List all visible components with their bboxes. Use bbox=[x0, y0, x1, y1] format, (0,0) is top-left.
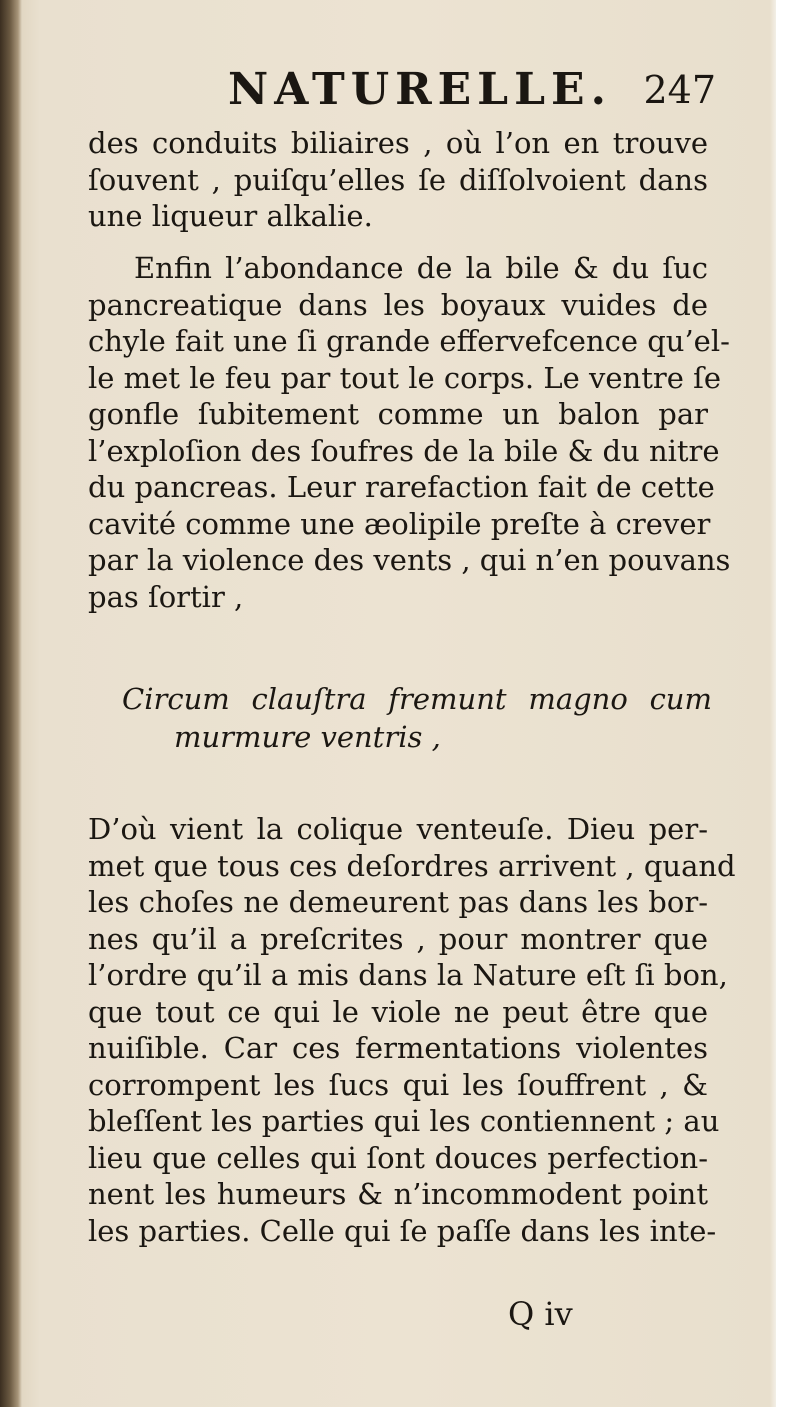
latin-verse-quote bbox=[122, 680, 712, 756]
text-line: Enfin l’abondance de la bile & du ſuc bbox=[134, 251, 708, 285]
text-line: nes qu’il a preſcrites , pour montrer que bbox=[88, 921, 708, 956]
text-line: cavité comme une æolipile preſte à crever bbox=[88, 506, 711, 541]
book-spine-shadow bbox=[0, 0, 22, 1407]
text-line: l’ordre qu’il a mis dans la Nature eſt ſi bon, bbox=[88, 958, 728, 992]
paragraph-1 bbox=[88, 125, 708, 235]
text-line: chyle fait une ſi grande effervefcence qu’el- bbox=[88, 324, 730, 358]
text-line: le met le feu par tout le corps. Le ventre ſe bbox=[88, 360, 721, 395]
text-line: nuiſible. Car ces fermentations violentes bbox=[88, 1031, 708, 1065]
text-line: une liqueur alkalie. bbox=[88, 199, 373, 233]
paragraph-3 bbox=[88, 811, 736, 1249]
verse-line-1: Circum clauſtra fremunt magno cum bbox=[122, 682, 712, 716]
text-line: par la violence des vents , qui n’en pouvans bbox=[88, 543, 731, 577]
text-line: ſouvent , puiſqu’elles ſe diſſolvoient dans bbox=[88, 162, 708, 197]
text-line: D’où vient la colique venteuſe. Dieu per- bbox=[88, 812, 708, 846]
text-line: du pancreas. Leur rarefaction fait de cette bbox=[88, 470, 715, 504]
text-line: l’exploſion des ſoufres de la bile & du nitre bbox=[88, 433, 720, 468]
text-line: pas ſortir , bbox=[88, 579, 244, 614]
page-number: 247 bbox=[643, 68, 716, 112]
text-line: les choſes ne demeurent pas dans les bor- bbox=[88, 885, 708, 919]
verse-line-2: murmure ventris , bbox=[174, 720, 441, 754]
text-line: corrompent les ſucs qui les ſouffrent , & bbox=[88, 1067, 708, 1102]
running-head: NATURELLE. bbox=[228, 64, 612, 115]
text-line: gonfle ſubitement comme un balon par bbox=[88, 397, 708, 431]
paragraph-2 bbox=[88, 250, 731, 615]
page-header bbox=[228, 64, 716, 124]
text-line: bleſſent les parties qui les contiennent ; au bbox=[88, 1104, 720, 1138]
text-line: nent les humeurs & n’incommodent point bbox=[88, 1177, 708, 1211]
page-right-margin bbox=[776, 0, 800, 1407]
text-line: pancreatique dans les boyaux vuides de bbox=[88, 287, 708, 322]
text-line: que tout ce qui le viole ne peut être que bbox=[88, 994, 708, 1029]
text-line: lieu que celles qui ſont douces perfection- bbox=[88, 1140, 708, 1175]
text-line: met que tous ces deſordres arrivent , quand bbox=[88, 848, 736, 883]
text-line: des conduits biliaires , où l’on en trouve bbox=[88, 126, 708, 160]
text-line: les parties. Celle qui ſe paſſe dans les inte- bbox=[88, 1213, 717, 1248]
signature-mark: Q iv bbox=[508, 1295, 573, 1333]
